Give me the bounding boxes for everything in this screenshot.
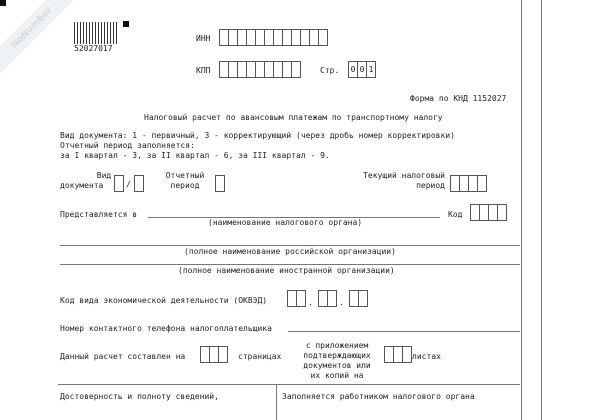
- listah-label: листах: [412, 352, 441, 361]
- page-digit: 1: [366, 61, 376, 78]
- right-border-1: [521, 0, 522, 420]
- tek-label-1: Текущий налоговый: [363, 171, 445, 180]
- nalorg-caption: (наименование налогового органа): [208, 218, 363, 227]
- kpp-label: КПП: [196, 66, 211, 75]
- ros-org-caption: (полное наименование российской организации): [184, 247, 396, 256]
- barcode-number: 52027017: [74, 44, 113, 53]
- corner-marker-right: [123, 21, 129, 27]
- zapoln-label: Заполняется работником налогового органа: [282, 392, 475, 401]
- kod-cells[interactable]: [470, 204, 506, 221]
- page-digit: 0: [348, 61, 358, 78]
- phone-line[interactable]: [288, 331, 520, 332]
- sostavlen-label: Данный расчет составлен на: [60, 352, 186, 361]
- kod-label: Код: [448, 210, 463, 219]
- doc-type-line1: Вид документа: 1 - первичный, 3 - корректирующий (через дробь номер корректировки): [60, 131, 455, 140]
- phone-label: Номер контактного телефона налогоплательщика: [60, 324, 272, 333]
- inn-label: ИНН: [196, 34, 211, 43]
- prilozh-label-3: документов или: [303, 361, 371, 370]
- otch-cell[interactable]: [215, 175, 224, 192]
- page-label: Стр.: [320, 66, 340, 75]
- otch-label-1: Отчетный: [165, 171, 205, 180]
- watermark-ribbon: NoNumber: [0, 0, 81, 77]
- doc-type-line2: Отчетный период заполняется:: [60, 141, 195, 150]
- bottom-divider: [58, 384, 520, 385]
- bottom-mid-divider: [276, 384, 277, 420]
- okved-label: Код вида экономической деятельности (ОКВЭД): [60, 296, 268, 305]
- vid-cell-1[interactable]: [114, 175, 123, 192]
- okved-dot-1: .: [308, 298, 313, 307]
- doc-type-line3: за I квартал - 3, за II квартал - 6, за III квартал - 9.: [60, 151, 330, 160]
- okved-cells-3[interactable]: [349, 290, 367, 307]
- form-code: Форма по КНД 1152027: [410, 94, 507, 103]
- slash: /: [126, 180, 131, 189]
- tek-label-2: период: [416, 181, 445, 190]
- okved-dot-2: .: [339, 298, 344, 307]
- prilozh-label-2: подтверждающих: [303, 351, 371, 360]
- page-digit: 0: [357, 61, 367, 78]
- predst-label: Представляется в: [60, 210, 138, 219]
- listah-cells[interactable]: [384, 346, 411, 363]
- form-title: Налоговый расчет по авансовым платежам по транспортному налогу: [144, 113, 443, 122]
- page-cells[interactable]: [348, 61, 375, 78]
- inn-cells[interactable]: [219, 29, 327, 46]
- right-border-2: [541, 0, 542, 420]
- vid-cell-2[interactable]: [134, 175, 143, 192]
- otch-label-2: период: [170, 181, 200, 190]
- barcode-icon: [74, 22, 118, 44]
- vid-label-1: Вид: [96, 171, 112, 180]
- in-org-line[interactable]: [60, 264, 520, 265]
- ros-org-line[interactable]: [60, 245, 520, 246]
- okved-cells-2[interactable]: [318, 290, 336, 307]
- prilozh-label-4: их копий на: [310, 371, 364, 380]
- pages-cells[interactable]: [200, 346, 227, 363]
- vid-label-2: документа: [60, 181, 104, 190]
- prilozh-label-1: с приложением: [305, 341, 369, 350]
- stranicah-label: страницах: [238, 352, 282, 361]
- corner-marker: [0, 0, 6, 6]
- in-org-caption: (полное наименование иностранной организации): [178, 266, 395, 275]
- dostov-label: Достоверность и полноту сведений,: [60, 392, 219, 401]
- kpp-cells[interactable]: [219, 61, 300, 78]
- tek-cells[interactable]: [450, 175, 486, 192]
- okved-cells-1[interactable]: [287, 290, 305, 307]
